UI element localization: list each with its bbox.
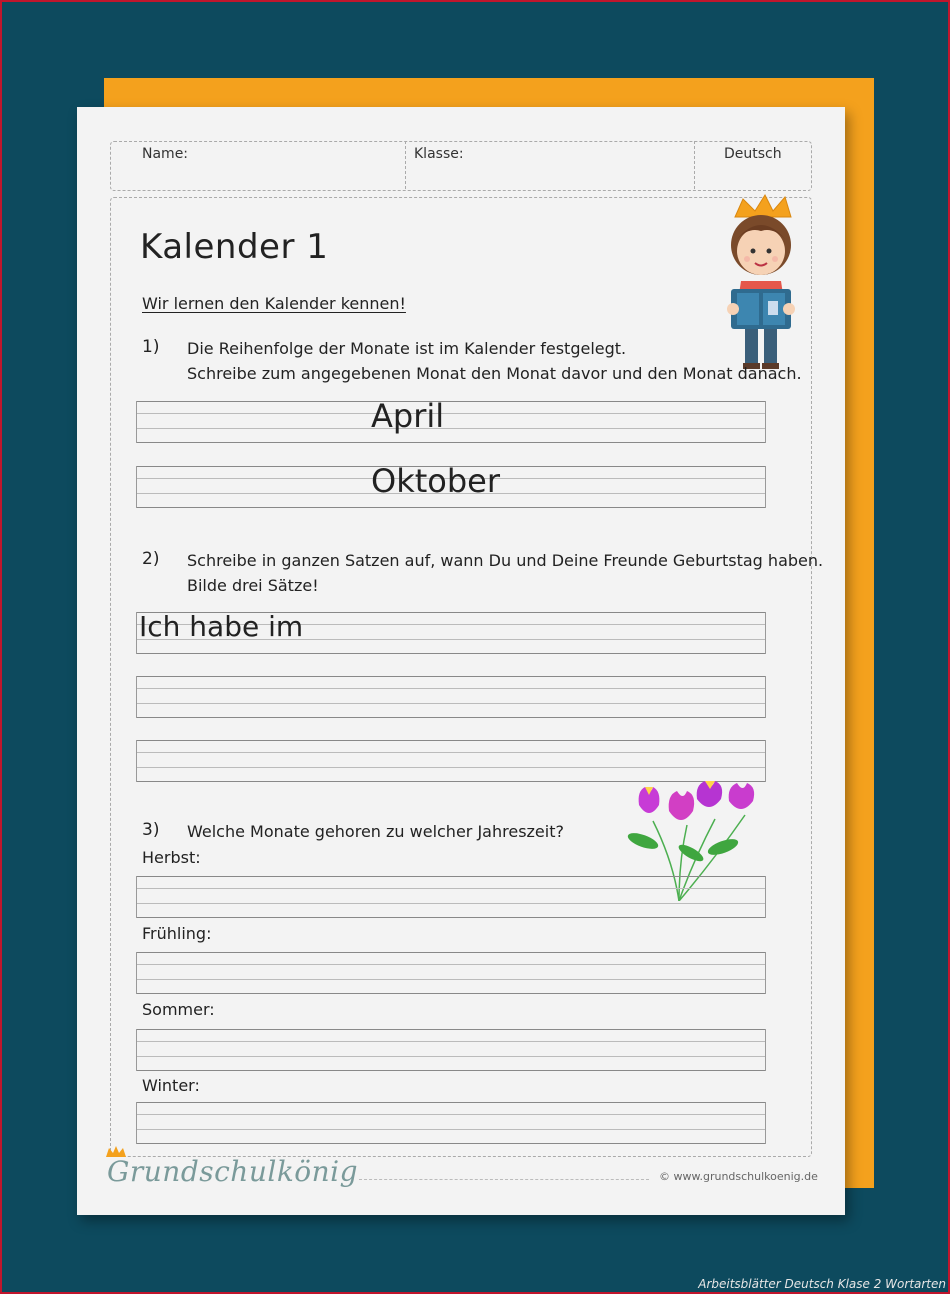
season-label-herbst: Herbst:	[142, 848, 201, 867]
season-label-sommer: Sommer:	[142, 1000, 215, 1019]
sentence-start: Ich habe im	[139, 610, 304, 643]
season-label-winter: Winter:	[142, 1076, 200, 1095]
writing-lines-4[interactable]	[136, 676, 766, 718]
watermark-caption: Arbeitsblätter Deutsch Klase 2 Wortarten	[698, 1277, 946, 1291]
task-3-instruction: Welche Monate gehoren zu welcher Jahreszeit?	[187, 822, 564, 841]
footer-divider	[359, 1179, 649, 1180]
header-divider	[694, 141, 695, 189]
writing-lines-2[interactable]	[136, 462, 766, 508]
writing-lines-5[interactable]	[136, 740, 766, 782]
writing-lines-herbst[interactable]	[136, 876, 766, 918]
name-label: Name:	[142, 146, 189, 162]
task-1-instruction-1: Die Reihenfolge der Monate ist im Kalender festgelegt.	[187, 339, 627, 358]
king-boy-illustration	[713, 189, 809, 371]
website-credit: © www.grundschulkoenig.de	[659, 1170, 818, 1183]
task-1-number: 1)	[142, 337, 160, 357]
writing-lines-1[interactable]	[136, 397, 766, 443]
writing-lines-fruehling[interactable]	[136, 952, 766, 994]
header-divider	[405, 141, 406, 189]
worksheet-paper	[77, 107, 845, 1215]
worksheet-title: Kalender 1	[140, 227, 329, 267]
month-oktober: Oktober	[371, 462, 500, 500]
worksheet-subtitle: Wir lernen den Kalender kennen!	[142, 294, 406, 313]
subject-label: Deutsch	[724, 146, 782, 162]
task-1-instruction-2: Schreibe zum angegebenen Monat den Monat davor und den Monat danach.	[187, 364, 802, 383]
writing-lines-winter[interactable]	[136, 1102, 766, 1144]
month-april: April	[371, 397, 445, 435]
task-2-number: 2)	[142, 549, 160, 569]
task-2-instruction-1: Schreibe in ganzen Satzen auf, wann Du und Deine Freunde Geburtstag haben.	[187, 551, 824, 570]
writing-lines-sommer[interactable]	[136, 1029, 766, 1071]
writing-lines-3[interactable]	[136, 612, 766, 654]
task-3-number: 3)	[142, 820, 160, 840]
class-label: Klasse:	[414, 146, 464, 162]
grundschulkoenig-logo: Grundschulkönig	[107, 1155, 359, 1188]
season-label-fruehling: Frühling:	[142, 924, 212, 943]
task-2-instruction-2: Bilde drei Sätze!	[187, 576, 319, 595]
